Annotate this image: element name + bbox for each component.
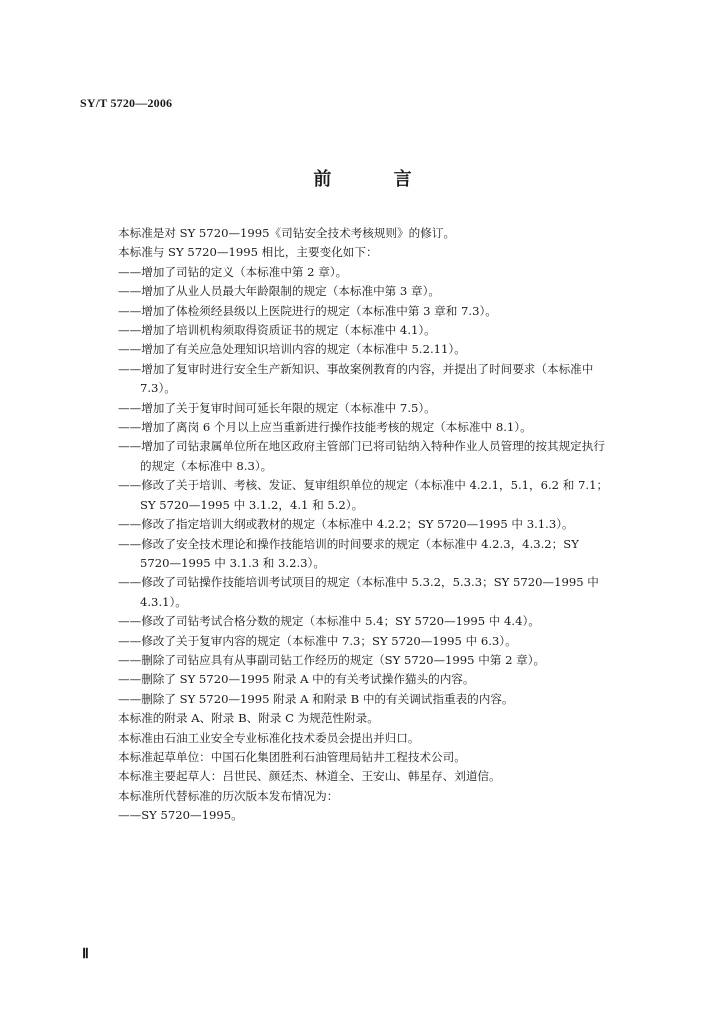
change-item: ——增加了司钻隶属单位所在地区政府主管部门已将司钻纳入特种作业人员管理的按其规定执行 [118,439,605,454]
change-item: ——修改了关于复审内容的规定（本标准中 7.3；SY 5720—1995 中 6.3）。 [118,633,517,648]
change-item: ——增加了从业人员最大年龄限制的规定（本标准中第 3 章）。 [118,284,440,299]
paragraph: 本标准是对 SY 5720—1995《司钻安全技术考核规则》的修订。 [118,226,456,240]
standard-id: SY/T 5720—2006 [80,96,173,110]
change-item: ——增加了复审时进行安全生产新知识、事故案例教育的内容，并提出了时间要求（本标准中 [118,361,594,376]
paragraph: 本标准所代替标准的历次版本发布情况为： [118,788,339,803]
foreword-body [118,224,666,826]
change-item-continuation: 5720—1995 中 3.1.3 和 3.2.3）。 [140,555,325,570]
change-item: ——增加了司钻的定义（本标准中第 2 章）。 [118,264,348,279]
change-item: ——修改了关于培训、考核、发证、复审组织单位的规定（本标准中 4.2.1，5.1，6.2 和 7.1； [118,478,609,493]
paragraph: 本标准的附录 A、附录 B、附录 C 为规范性附录。 [118,711,379,726]
change-item: ——修改了司钻操作技能培训考试项目的规定（本标准中 5.3.2，5.3.3；SY 5720—1995 中 [118,575,599,590]
change-item-continuation: 的规定（本标准中 8.3）。 [140,458,273,473]
change-item-continuation: SY 5720—1995 中 3.1.2，4.1 和 5.2）。 [140,497,364,512]
change-item: ——SY 5720—1995。 [118,808,243,823]
change-item: ——修改了指定培训大纲或教材的规定（本标准中 4.2.2；SY 5720—1995 中 3.1.3）。 [118,517,574,532]
change-item: ——增加了离岗 6 个月以上应当重新进行操作技能考核的规定（本标准中 8.1）。 [118,420,532,435]
change-item: ——修改了司钻考试合格分数的规定（本标准中 5.4；SY 5720—1995 中 4.4）。 [118,614,540,629]
paragraph: 本标准与 SY 5720—1995 相比，主要变化如下： [118,245,378,260]
paragraph: 本标准由石油工业安全专业标准化技术委员会提出并归口。 [118,730,420,745]
page-title: 前 言 [313,169,440,190]
change-item: ——修改了安全技术理论和操作技能培训的时间要求的规定（本标准中 4.2.3，4.3.2；SY [118,536,579,551]
paragraph: 本标准起草单位：中国石化集团胜利石油管理局钻井工程技术公司。 [118,749,466,764]
change-item-continuation: 4.3.1）。 [140,594,187,609]
change-item: ——增加了有关应急处理知识培训内容的规定（本标准中 5.2.11）。 [118,342,466,357]
change-item: ——删除了 SY 5720—1995 附录 A 和附录 B 中的有关调试指重表的内容。 [118,691,514,706]
change-item: ——增加了培训机构须取得资质证书的规定（本标准中 4.1）。 [118,323,436,338]
change-item: ——删除了司钻应具有从事副司钻工作经历的规定（SY 5720—1995 中第 2 章）。 [118,652,546,667]
change-item: ——删除了 SY 5720—1995 附录 A 中的有关考试操作猫头的内容。 [118,672,475,687]
change-item-continuation: 7.3）。 [140,381,176,396]
change-item: ——增加了关于复审时间可延长年限的规定（本标准中 7.5）。 [118,400,436,415]
page-number: Ⅱ [82,947,89,962]
paragraph: 本标准主要起草人：吕世民、颜廷杰、林道全、王安山、韩星存、刘道信。 [118,769,501,784]
change-item: ——增加了体检须经县级以上医院进行的规定（本标准中第 3 章和 7.3）。 [118,303,497,318]
